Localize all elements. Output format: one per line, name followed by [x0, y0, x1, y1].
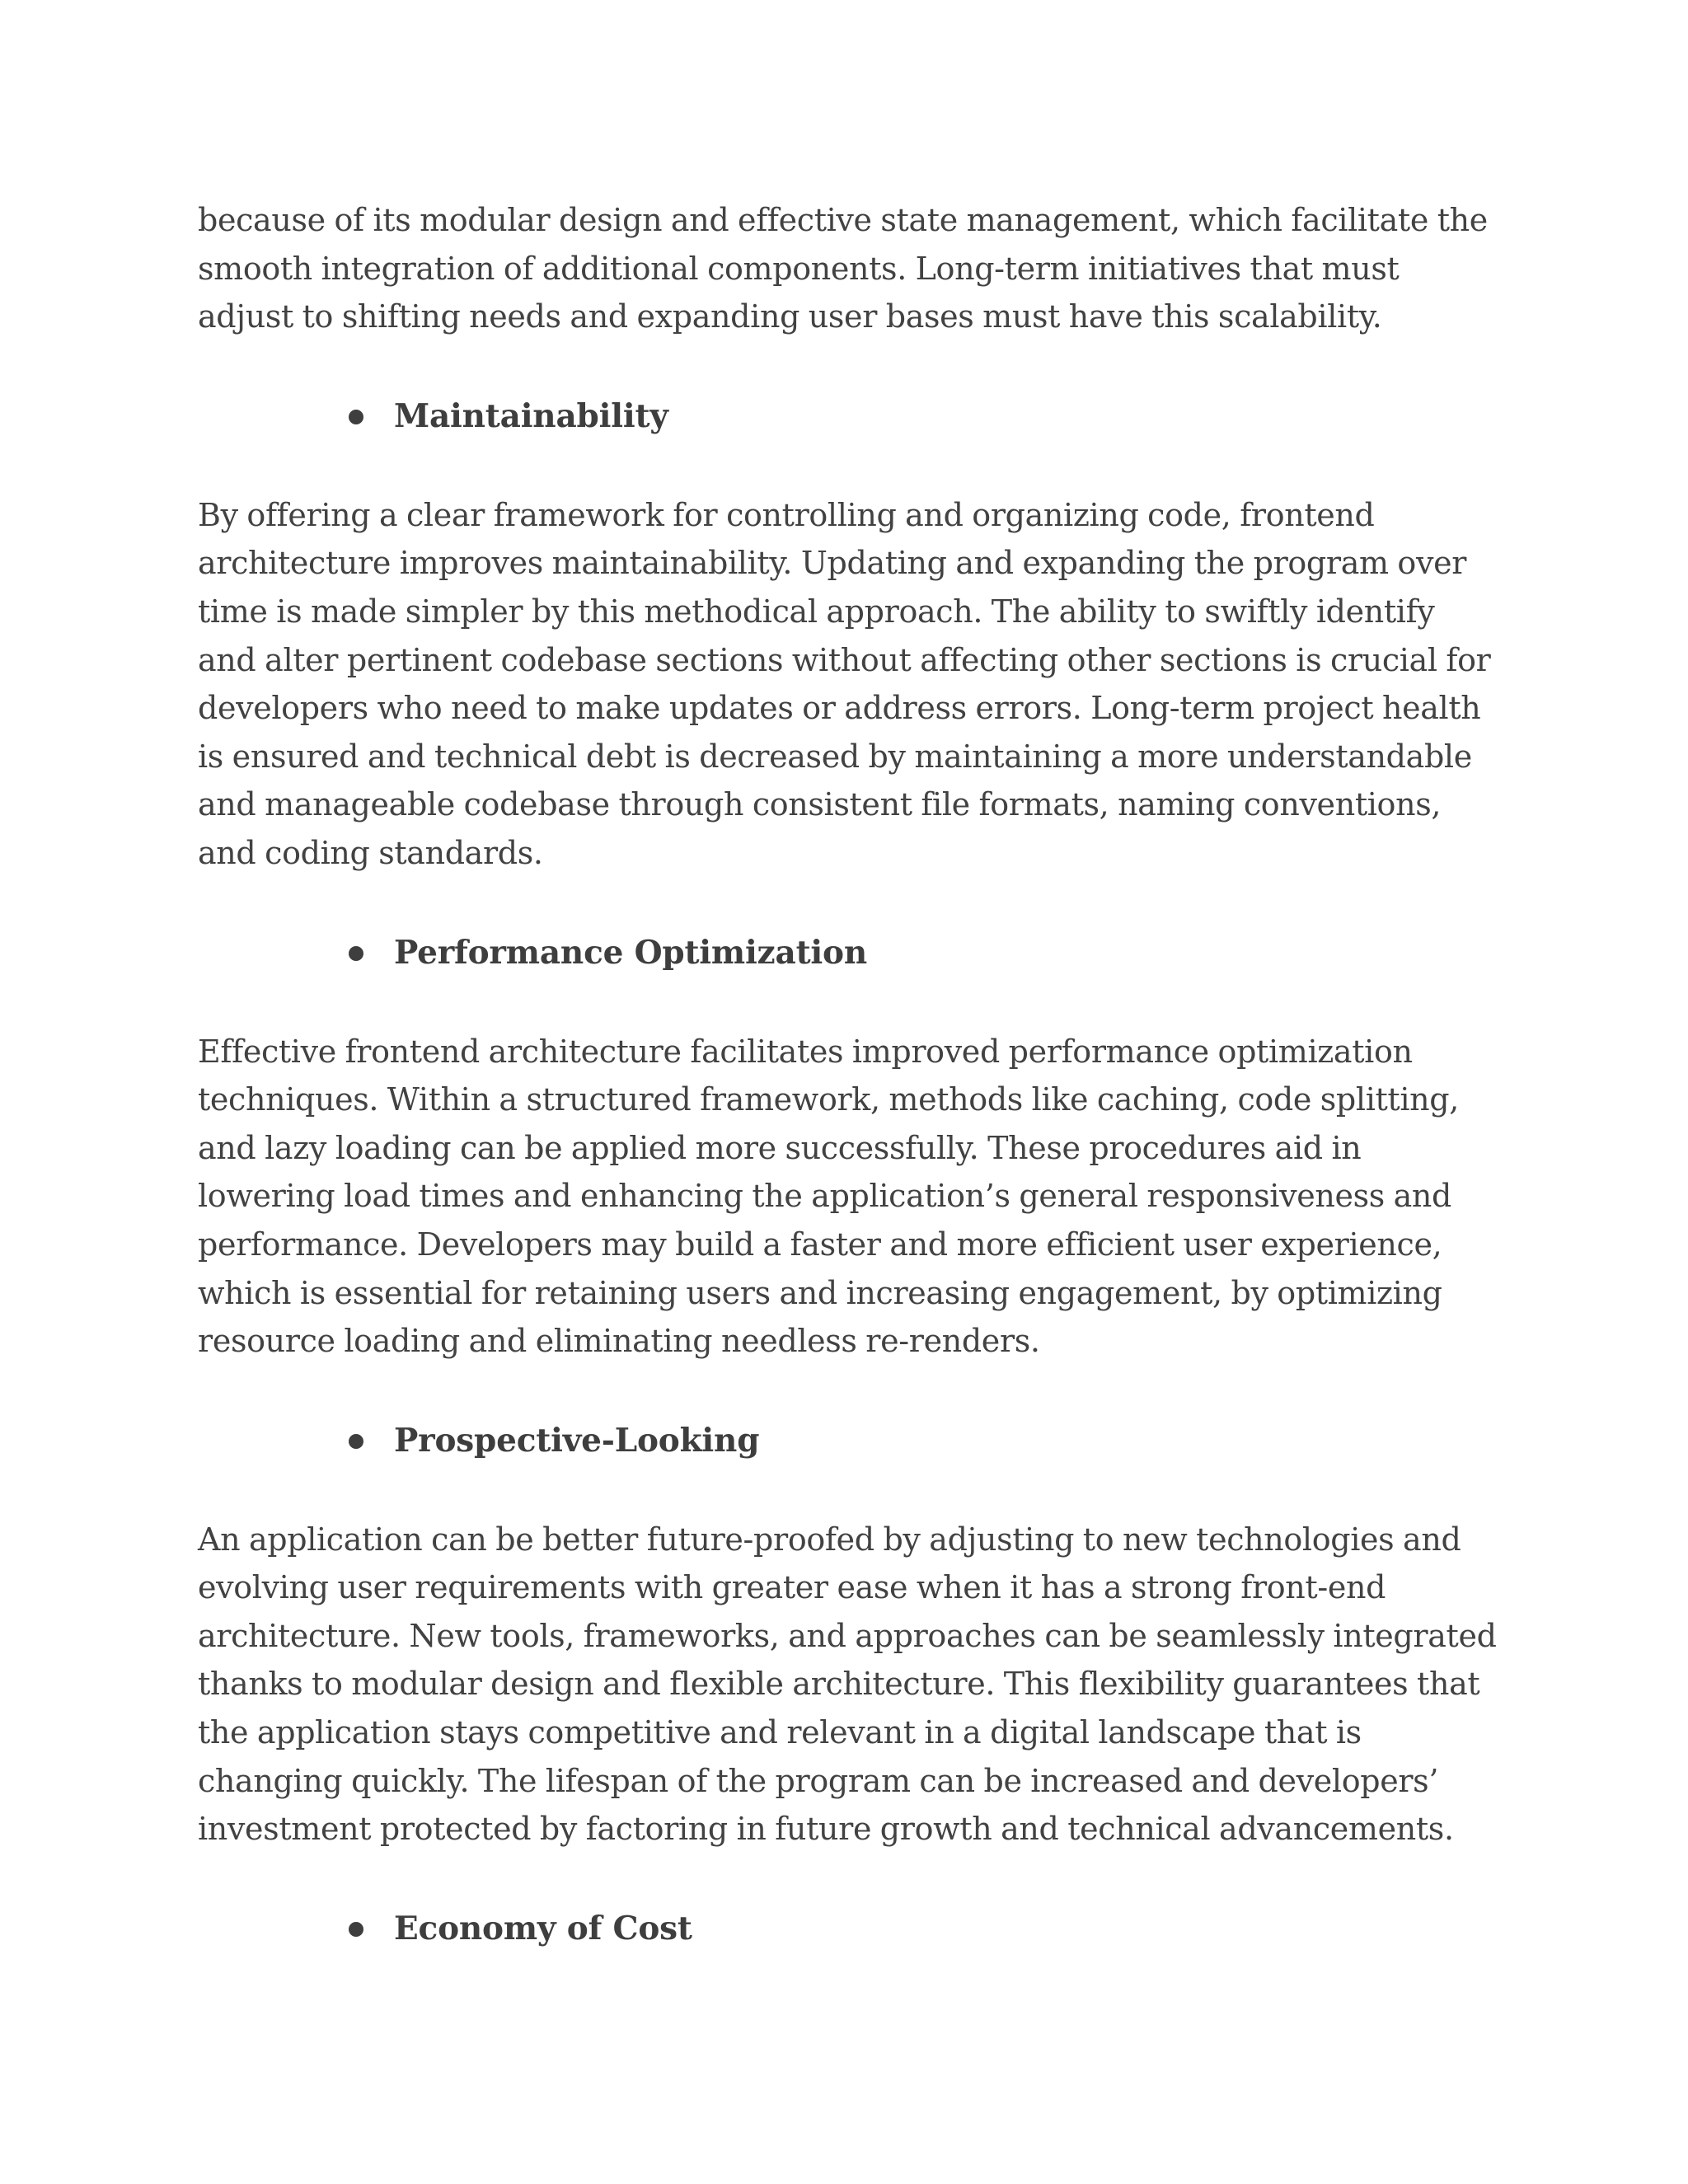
section-body-maintainability: By offering a clear framework for controlling and organizing code, frontend architecture improves maintainability. Updating and expanding the program over time is made simpler by this methodical approach. The ability to swiftly identify and alter pertinent codebase sections without affecting other sections is crucial for developers who need to make updates or address errors. Long-term project health is ensured and technical debt is decreased by maintaining a more understandable and manageable codebase through consistent file formats, naming conventions, and coding standards. [198, 496, 1491, 871]
bullet-icon [349, 410, 363, 424]
section-heading-prospective-looking [198, 1417, 1500, 1465]
section-body-prospective-looking: An application can be better future-proofed by adjusting to new technologies and evolving user requirements with greater ease when it has a strong front-end architecture. New tools, frameworks, and approaches can be seamlessly integrated thanks to modular design and flexible architecture. This flexibility guarantees that the application stays competitive and relevant in a digital landscape that is changing quickly. The lifespan of the program can be increased and developers’ investment protected by factoring in future growth and technical advancements. [198, 1521, 1497, 1848]
document-body [198, 196, 1500, 1952]
section-heading-economy-of-cost [198, 1905, 1500, 1952]
bullet-icon [349, 946, 363, 961]
bullet-icon [349, 1434, 363, 1449]
section-heading-text: Maintainability [394, 396, 668, 435]
intro-paragraph: because of its modular design and effective state management, which facilitate the smooth integration of additional components. Long-term initiatives that must adjust to shifting needs and expanding user bases must have this scalability. [198, 202, 1488, 335]
section-heading-text: Economy of Cost [394, 1909, 692, 1947]
section-heading-performance-optimization [198, 929, 1500, 977]
section-body-performance-optimization: Effective frontend architecture facilitates improved performance optimization techniques. Within a structured framework, methods like caching, code splitting, and lazy loading can be applied more successfully. These procedures aid in lowering load times and enhancing the application’s general responsiveness and performance. Developers may build a faster and more efficient user experience, which is essential for retaining users and increasing engagement, by optimizing resource loading and eliminating needless re-renders. [198, 1033, 1459, 1360]
section-heading-text: Prospective-Looking [394, 1421, 760, 1460]
section-heading-text: Performance Optimization [394, 933, 867, 972]
bullet-icon [349, 1922, 363, 1937]
section-heading-maintainability [198, 392, 1500, 440]
